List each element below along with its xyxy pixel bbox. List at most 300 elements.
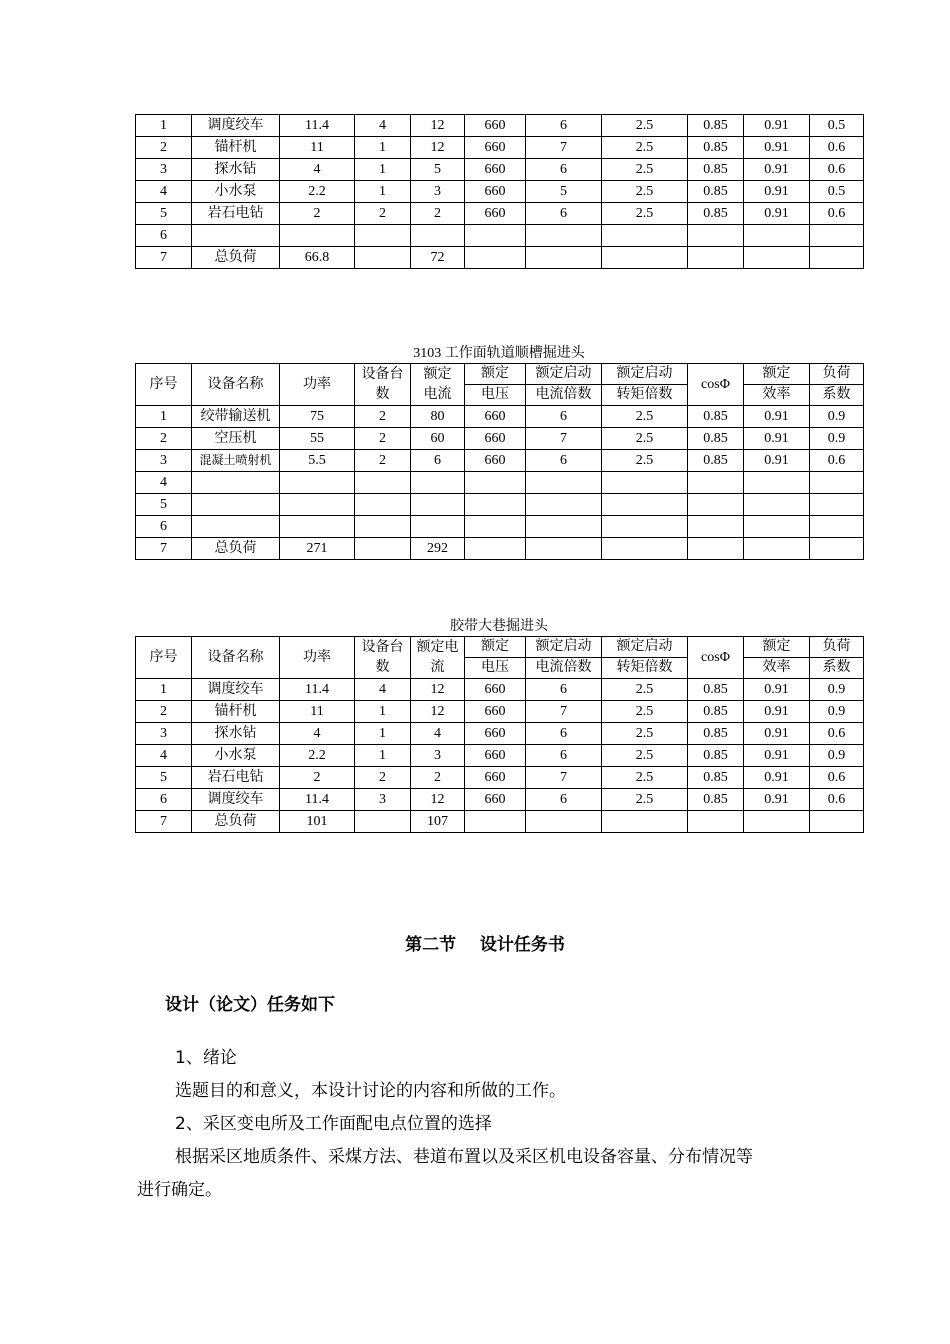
table-row (136, 406, 864, 428)
header-efficiency-line2: 效率 (744, 385, 810, 406)
table-cell: 2 (136, 137, 192, 159)
table-row (136, 516, 864, 538)
header-count-line2: 数 (375, 659, 390, 675)
table-cell (810, 811, 864, 833)
table-cell: 3 (136, 450, 192, 472)
table-cell: 12 (411, 679, 465, 701)
table-cell: 0.9 (810, 406, 864, 428)
table-cell: 0.9 (810, 701, 864, 723)
table-cell: 6 (526, 745, 602, 767)
item-substation-text: 根据采区地质条件、采煤方法、巷道布置以及采区机电设备容量、分布情况等 (175, 1147, 753, 1167)
table-cell: 2.5 (602, 723, 688, 745)
table-cell (526, 538, 602, 560)
table-cell: 0.6 (810, 450, 864, 472)
table-cell: 660 (465, 723, 526, 745)
table-cell: 2.5 (602, 767, 688, 789)
table-cell: 6 (136, 225, 192, 247)
table-cell: 75 (280, 406, 355, 428)
table-cell: 2.5 (602, 745, 688, 767)
header-start-current-line2: 电流倍数 (526, 385, 602, 406)
equipment-table-2 (135, 345, 863, 560)
table-cell (744, 494, 810, 516)
table-cell (810, 516, 864, 538)
header-start-current-line1: 额定启动 (526, 364, 602, 385)
table-cell: 4 (136, 745, 192, 767)
table-cell (411, 472, 465, 494)
table-cell (411, 516, 465, 538)
table-cell: 总负荷 (192, 247, 280, 269)
table-cell: 调度绞车 (192, 679, 280, 701)
table-cell: 3 (411, 181, 465, 203)
table-cell: 探水钻 (192, 723, 280, 745)
table-cell: 6 (526, 159, 602, 181)
table-cell: 2 (355, 428, 411, 450)
table-cell (355, 247, 411, 269)
table-cell: 2 (136, 428, 192, 450)
table-cell (465, 811, 526, 833)
table-cell: 12 (411, 701, 465, 723)
table-cell (810, 494, 864, 516)
table-cell: 660 (465, 679, 526, 701)
table-row (136, 745, 864, 767)
table-row (136, 115, 864, 137)
table-cell: 1 (355, 159, 411, 181)
header-name: 设备名称 (192, 637, 280, 679)
header-power: 功率 (280, 364, 355, 406)
table-cell: 1 (355, 137, 411, 159)
table-cell (602, 538, 688, 560)
table-cell: 0.91 (744, 115, 810, 137)
table-cell (526, 225, 602, 247)
table-cell: 总负荷 (192, 538, 280, 560)
table-cell: 0.91 (744, 789, 810, 811)
table-cell (744, 516, 810, 538)
table-cell: 锚杆机 (192, 701, 280, 723)
table-row (136, 428, 864, 450)
table-cell (744, 247, 810, 269)
table-cell: 绞带输送机 (192, 406, 280, 428)
table-cell: 0.6 (810, 137, 864, 159)
table-cell: 0.91 (744, 745, 810, 767)
table-row (136, 679, 864, 701)
table-cell: 2.5 (602, 450, 688, 472)
header-current (411, 637, 465, 679)
table-cell: 6 (136, 516, 192, 538)
table-cell (526, 516, 602, 538)
table-cell (465, 225, 526, 247)
table-cell (411, 225, 465, 247)
table-cell: 2.5 (602, 679, 688, 701)
table-row (136, 494, 864, 516)
table-cell: 1 (136, 115, 192, 137)
table-cell: 总负荷 (192, 811, 280, 833)
table-cell (810, 538, 864, 560)
table-cell: 0.91 (744, 767, 810, 789)
table-row (136, 181, 864, 203)
table-cell: 6 (526, 406, 602, 428)
table-cell: 0.6 (810, 789, 864, 811)
table-cell: 2.5 (602, 159, 688, 181)
table-cell: 2.5 (602, 428, 688, 450)
table-cell: 2 (355, 767, 411, 789)
header-start-torque-line2: 转矩倍数 (602, 385, 688, 406)
table-cell (355, 516, 411, 538)
table-cell: 0.85 (688, 679, 744, 701)
table-cell: 271 (280, 538, 355, 560)
item-substation-text-continuation: 进行确定。 (137, 1180, 222, 1200)
table-cell (526, 247, 602, 269)
table-cell: 7 (526, 137, 602, 159)
table-row (136, 225, 864, 247)
table-cell: 12 (411, 137, 465, 159)
table-cell: 0.91 (744, 428, 810, 450)
table-cell (280, 494, 355, 516)
table-cell: 5 (411, 159, 465, 181)
table-cell: 4 (136, 472, 192, 494)
table-cell: 0.91 (744, 181, 810, 203)
table-cell (355, 494, 411, 516)
table-cell: 1 (355, 701, 411, 723)
header-count-line1: 设备台 (361, 366, 404, 382)
table-cell: 0.9 (810, 679, 864, 701)
table-cell: 4 (280, 159, 355, 181)
header-cos: cosΦ (688, 637, 744, 679)
table-cell: 80 (411, 406, 465, 428)
header-current-line1: 额定 (423, 366, 452, 382)
table-cell: 2 (411, 203, 465, 225)
header-efficiency-line2: 效率 (744, 658, 810, 679)
table-cell (688, 225, 744, 247)
table-cell: 0.9 (810, 745, 864, 767)
table-cell: 6 (526, 115, 602, 137)
table-cell (465, 494, 526, 516)
table-cell: 7 (136, 538, 192, 560)
table-cell: 1 (136, 679, 192, 701)
header-cos: cosΦ (688, 364, 744, 406)
table-cell: 660 (465, 203, 526, 225)
header-start-torque-line1: 额定启动 (602, 637, 688, 658)
table-cell: 660 (465, 159, 526, 181)
table-cell: 0.85 (688, 181, 744, 203)
header-start-torque-line1: 额定启动 (602, 364, 688, 385)
table-row (136, 789, 864, 811)
table-cell: 660 (465, 181, 526, 203)
section-title: 第二节 设计任务书 (405, 935, 565, 955)
table-cell (526, 494, 602, 516)
table-cell: 岩石电钻 (192, 203, 280, 225)
table-cell (744, 472, 810, 494)
table-cell: 空压机 (192, 428, 280, 450)
table-cell: 6 (526, 679, 602, 701)
table-cell: 0.85 (688, 767, 744, 789)
table-cell (355, 811, 411, 833)
table-cell: 7 (526, 701, 602, 723)
table-cell (810, 225, 864, 247)
table-cell: 锚杆机 (192, 137, 280, 159)
table-cell: 2.2 (280, 181, 355, 203)
table-cell: 5 (136, 494, 192, 516)
table-cell (355, 225, 411, 247)
table-cell (810, 247, 864, 269)
header-count-line1: 设备台 (361, 639, 404, 655)
table-cell: 66.8 (280, 247, 355, 269)
table-cell (602, 494, 688, 516)
table-cell (744, 811, 810, 833)
table-cell: 2.2 (280, 745, 355, 767)
table-cell: 660 (465, 767, 526, 789)
table-cell: 72 (411, 247, 465, 269)
table-cell: 7 (526, 767, 602, 789)
header-name: 设备名称 (192, 364, 280, 406)
table-cell: 岩石电钻 (192, 767, 280, 789)
table-row (136, 723, 864, 745)
table-cell: 4 (411, 723, 465, 745)
table-cell: 0.85 (688, 701, 744, 723)
table-cell: 5 (136, 203, 192, 225)
header-load-line1: 负荷 (810, 637, 864, 658)
item-intro-text: 选题目的和意义，本设计讨论的内容和所做的工作。 (175, 1081, 566, 1101)
item-intro-heading: 1、绪论 (175, 1048, 237, 1068)
header-current-line1: 额定电 (416, 639, 459, 655)
table-cell: 1 (355, 181, 411, 203)
table-cell: 2.5 (602, 406, 688, 428)
table-cell: 0.6 (810, 159, 864, 181)
table-cell (280, 225, 355, 247)
table-cell (355, 472, 411, 494)
table-cell: 小水泵 (192, 181, 280, 203)
table-cell: 0.85 (688, 450, 744, 472)
table-cell (526, 472, 602, 494)
header-count (355, 364, 411, 406)
table-cell: 2.5 (602, 203, 688, 225)
table-2-body (136, 406, 864, 560)
table-cell: 3 (355, 789, 411, 811)
table-1-body (136, 115, 864, 269)
table-cell: 7 (136, 811, 192, 833)
table-cell: 0.91 (744, 159, 810, 181)
table-cell: 2.5 (602, 701, 688, 723)
table-cell: 6 (136, 789, 192, 811)
table-row (136, 701, 864, 723)
table-cell: 调度绞车 (192, 115, 280, 137)
table-cell: 0.6 (810, 203, 864, 225)
table-row (136, 767, 864, 789)
table-cell: 0.91 (744, 406, 810, 428)
table-cell: 660 (465, 406, 526, 428)
item-substation-heading: 2、采区变电所及工作面配电点位置的选择 (175, 1114, 492, 1134)
table-cell (465, 472, 526, 494)
table-cell: 5 (136, 767, 192, 789)
table-cell: 292 (411, 538, 465, 560)
table-cell: 0.85 (688, 723, 744, 745)
table-cell: 0.91 (744, 723, 810, 745)
table-cell: 3 (136, 723, 192, 745)
section-subtitle: 设计（论文）任务如下 (165, 995, 335, 1015)
table-cell: 0.85 (688, 745, 744, 767)
table-cell (688, 247, 744, 269)
table-cell (192, 516, 280, 538)
table-cell: 0.91 (744, 450, 810, 472)
table-cell (192, 494, 280, 516)
table-cell: 5 (526, 181, 602, 203)
header-start-current-line2: 电流倍数 (526, 658, 602, 679)
table-cell (280, 472, 355, 494)
header-seq: 序号 (136, 637, 192, 679)
table-cell: 7 (136, 247, 192, 269)
table-cell: 101 (280, 811, 355, 833)
table-cell: 11.4 (280, 115, 355, 137)
table-cell (192, 472, 280, 494)
table-cell: 2 (355, 450, 411, 472)
table-row (136, 159, 864, 181)
table-cell (602, 472, 688, 494)
table-3-body (136, 679, 864, 833)
table-cell: 660 (465, 745, 526, 767)
header-load-line2: 系数 (810, 658, 864, 679)
header-voltage-line1: 额定 (465, 364, 526, 385)
table-cell: 660 (465, 450, 526, 472)
table-cell: 660 (465, 789, 526, 811)
table-cell (744, 225, 810, 247)
table-cell: 0.91 (744, 679, 810, 701)
header-power: 功率 (280, 637, 355, 679)
table-cell: 12 (411, 789, 465, 811)
table-cell: 0.85 (688, 406, 744, 428)
table-cell: 5.5 (280, 450, 355, 472)
table-2 (135, 363, 864, 560)
equipment-table-3 (135, 618, 863, 833)
table-cell: 0.85 (688, 115, 744, 137)
table-cell: 0.91 (744, 203, 810, 225)
table-cell (602, 225, 688, 247)
table-cell: 6 (526, 789, 602, 811)
table-cell: 2.5 (602, 789, 688, 811)
table-cell (355, 538, 411, 560)
table-cell: 660 (465, 701, 526, 723)
table-cell (192, 225, 280, 247)
table-2-caption: 3103 工作面轨道顺槽掘进头 (413, 346, 585, 361)
table-cell (810, 472, 864, 494)
table-cell: 1 (136, 406, 192, 428)
table-cell (688, 811, 744, 833)
table-cell: 2 (411, 767, 465, 789)
table-cell: 11 (280, 137, 355, 159)
header-load-line1: 负荷 (810, 364, 864, 385)
table-row (136, 203, 864, 225)
table-cell (602, 247, 688, 269)
table-cell: 0.6 (810, 767, 864, 789)
table-cell: 混凝土喷射机 (192, 450, 280, 472)
header-current-line2: 电流 (423, 386, 452, 402)
table-cell: 11.4 (280, 679, 355, 701)
table-cell (602, 811, 688, 833)
header-seq: 序号 (136, 364, 192, 406)
table-cell (688, 472, 744, 494)
table-row (136, 811, 864, 833)
table-cell (744, 538, 810, 560)
equipment-table-1 (135, 114, 863, 269)
table-cell: 7 (526, 428, 602, 450)
table-row (136, 247, 864, 269)
table-cell (280, 516, 355, 538)
table-row (136, 137, 864, 159)
table-cell: 0.85 (688, 428, 744, 450)
table-cell: 2 (280, 767, 355, 789)
header-voltage-line2: 电压 (465, 658, 526, 679)
table-cell: 6 (526, 723, 602, 745)
table-cell: 4 (280, 723, 355, 745)
table-cell (465, 247, 526, 269)
table-cell (465, 538, 526, 560)
table-3 (135, 636, 864, 833)
table-cell: 小水泵 (192, 745, 280, 767)
table-3-caption: 胶带大巷掘进头 (450, 619, 548, 634)
table-cell: 0.85 (688, 137, 744, 159)
table-cell: 1 (355, 745, 411, 767)
table-cell: 660 (465, 115, 526, 137)
table-cell: 2 (136, 701, 192, 723)
table-cell: 6 (526, 203, 602, 225)
table-row (136, 472, 864, 494)
table-cell: 3 (136, 159, 192, 181)
table-cell: 2 (280, 203, 355, 225)
table-cell: 调度绞车 (192, 789, 280, 811)
table-cell: 0.9 (810, 428, 864, 450)
table-cell: 4 (355, 115, 411, 137)
header-count (355, 637, 411, 679)
table-cell: 0.85 (688, 203, 744, 225)
header-voltage-line1: 额定 (465, 637, 526, 658)
table-cell (688, 516, 744, 538)
table-cell: 2.5 (602, 181, 688, 203)
header-voltage-line2: 电压 (465, 385, 526, 406)
table-cell (688, 538, 744, 560)
table-cell (688, 494, 744, 516)
table-cell: 11.4 (280, 789, 355, 811)
table-cell (411, 494, 465, 516)
table-cell: 1 (355, 723, 411, 745)
table-cell: 4 (136, 181, 192, 203)
table-cell (465, 516, 526, 538)
table-cell: 107 (411, 811, 465, 833)
table-cell: 2.5 (602, 115, 688, 137)
table-cell: 0.5 (810, 181, 864, 203)
table-cell: 6 (526, 450, 602, 472)
table-1 (135, 114, 864, 269)
header-start-current-line1: 额定启动 (526, 637, 602, 658)
table-cell: 660 (465, 137, 526, 159)
table-cell: 60 (411, 428, 465, 450)
header-current-line2: 流 (430, 659, 445, 675)
table-cell: 2 (355, 406, 411, 428)
table-cell: 2 (355, 203, 411, 225)
header-load-line2: 系数 (810, 385, 864, 406)
table-cell: 11 (280, 701, 355, 723)
table-cell: 3 (411, 745, 465, 767)
table-cell: 0.91 (744, 701, 810, 723)
table-cell: 0.91 (744, 137, 810, 159)
table-cell: 2.5 (602, 137, 688, 159)
table-cell: 0.6 (810, 723, 864, 745)
table-row (136, 450, 864, 472)
table-cell: 0.5 (810, 115, 864, 137)
header-current (411, 364, 465, 406)
header-efficiency-line1: 额定 (744, 364, 810, 385)
table-cell (602, 516, 688, 538)
table-cell: 0.85 (688, 789, 744, 811)
table-cell: 12 (411, 115, 465, 137)
header-count-line2: 数 (375, 386, 390, 402)
